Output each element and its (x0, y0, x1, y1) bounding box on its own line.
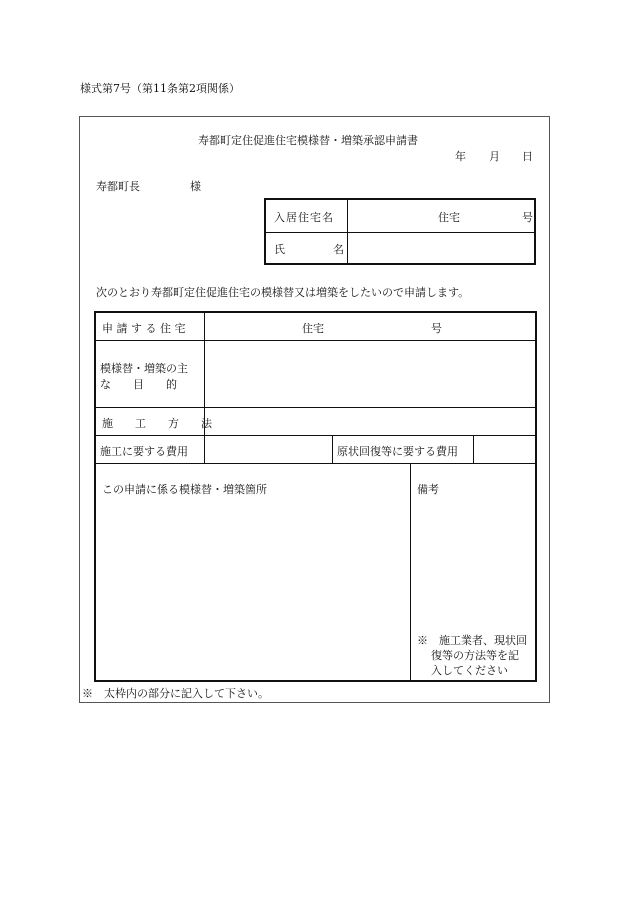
form-number-label: 様式第7号（第11条第2項関係） (80, 82, 240, 95)
table-line (96, 340, 535, 341)
table-line (410, 463, 411, 682)
applying-house-house[interactable]: 住宅 (302, 322, 324, 335)
remarks-note-line3: 入してください (431, 664, 508, 677)
residence-row (266, 200, 534, 233)
footer-note: ※ 太枠内の部分に記入して下さい。 (82, 687, 269, 700)
name-label-first: 氏 (274, 243, 285, 256)
residence-label: 入居住宅名 (274, 211, 334, 224)
name-label-second: 名 (333, 243, 344, 256)
remarks-note-line1: ※ 施工業者、現状回 (417, 634, 527, 647)
residence-house-suffix[interactable]: 住宅 (438, 211, 460, 224)
remarks-label: 備考 (417, 483, 439, 496)
restore-cost-input-area[interactable] (475, 437, 535, 462)
method-label: 施 工 方 法 (102, 417, 212, 430)
residence-number-suffix[interactable]: 号 (522, 211, 533, 224)
table-line (204, 313, 205, 463)
date-year-label: 年 (455, 150, 466, 163)
intro-text: 次のとおり寿都町定住促進住宅の模様替又は増築をしたいので申請します。 (96, 286, 470, 299)
remarks-note-line2: 復等の方法等を記 (431, 649, 519, 662)
date-month-label: 月 (489, 150, 500, 163)
addressee-name: 寿都町長 (96, 180, 140, 193)
applying-house-number[interactable]: 号 (431, 322, 442, 335)
application-table (94, 311, 537, 682)
restore-cost-label: 原状回復等に要する費用 (337, 445, 458, 458)
modification-area-input[interactable] (98, 498, 408, 678)
method-input-area[interactable] (206, 409, 536, 434)
addressee-honorific: 様 (190, 180, 201, 193)
table-line (96, 435, 535, 436)
table-line (473, 435, 474, 463)
purpose-label-line2: な 目 的 (100, 378, 177, 391)
table-line (96, 463, 535, 464)
name-row (266, 232, 534, 264)
document-title: 寿都町定住促進住宅模様替・増築承認申請書 (198, 134, 418, 147)
applying-house-label: 申 請 す る 住 宅 (102, 322, 186, 335)
table-line (332, 435, 333, 463)
purpose-label-line1: 模様替・増築の主 (100, 362, 188, 375)
applicant-box (264, 198, 536, 265)
date-day-label: 日 (522, 150, 533, 163)
cost-input-area[interactable] (206, 437, 330, 462)
table-line (96, 407, 535, 408)
applicant-divider (347, 200, 348, 263)
purpose-input-area[interactable] (206, 342, 536, 406)
modification-area-label: この申請に係る模様替・増築箇所 (102, 483, 267, 496)
cost-label: 施工に要する費用 (100, 445, 188, 458)
